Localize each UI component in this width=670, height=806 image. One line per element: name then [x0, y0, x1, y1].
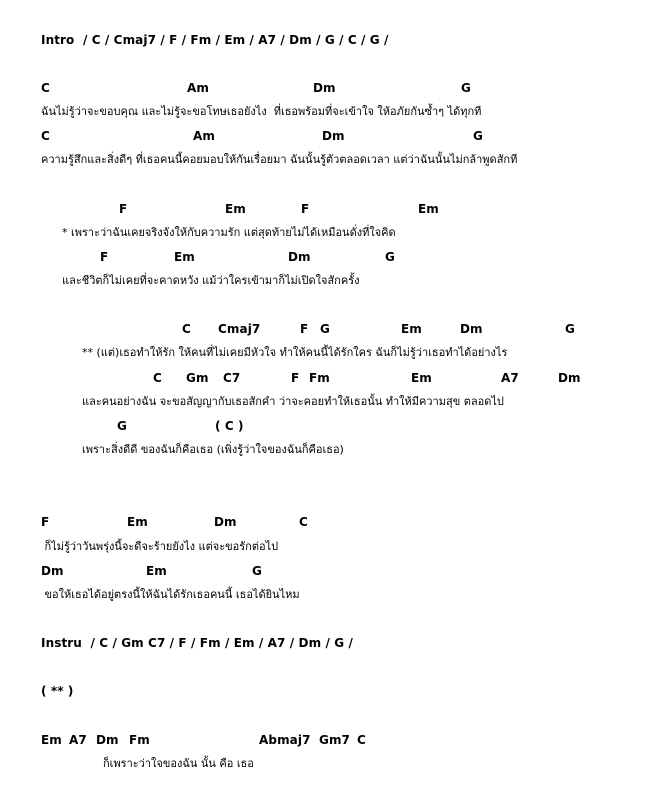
chord-em: Em: [401, 322, 422, 336]
chord-f: F: [301, 202, 310, 216]
chord-a7: A7: [69, 733, 87, 747]
lyric-line: ความรู้สึกและสิ่งดีๆ ที่เธอคนนี้คอยมอบให้กันเรื่อยมา ฉันนั้นรู้ตัวตลอดเวลา แต่ว่าฉันนั้นไม่กล้าพูดสักที: [41, 153, 518, 166]
intro-chord-line: Intro / C / Cmaj7 / F / Fm / Em / A7 / Dm / G / C / G /: [41, 33, 389, 47]
chord-g: G: [473, 129, 483, 143]
chord-dm: Dm: [41, 564, 64, 578]
chord-c: C: [41, 81, 50, 95]
instrumental-chord-line: Instru / C / Gm C7 / F / Fm / Em / A7 / Dm / G /: [41, 636, 353, 650]
lyric-line: ก็เพราะว่าใจของฉัน นั้น คือ เธอ: [103, 757, 254, 770]
chord-a7: A7: [501, 371, 519, 385]
chord-f: F: [119, 202, 128, 216]
chord-f: F: [300, 322, 309, 336]
chord-c-optional: ( C ): [215, 419, 244, 433]
chord-c: C: [357, 733, 366, 747]
lyric-line: เพราะสิ่งดีดี ของฉันก็คือเธอ (เพิ่งรู้ว่าใจของฉันก็คือเธอ): [82, 443, 344, 456]
chord-em: Em: [41, 733, 62, 747]
chord-g: G: [320, 322, 330, 336]
lyric-line: ** (แต่)เธอทำให้รัก ให้คนที่ไม่เคยมีหัวใจ ทำให้คนนี้ได้รักใคร ฉันก็ไม่รู้ว่าเธอทำได้อย่างไร: [82, 346, 508, 359]
chord-em: Em: [225, 202, 246, 216]
chord-g: G: [252, 564, 262, 578]
chord-gm7: Gm7: [319, 733, 351, 747]
chord-dm: Dm: [558, 371, 581, 385]
chord-em: Em: [174, 250, 195, 264]
chord-g: G: [565, 322, 575, 336]
chord-abmaj7: Abmaj7: [259, 733, 311, 747]
chord-g: G: [385, 250, 395, 264]
chord-cmaj7: Cmaj7: [218, 322, 261, 336]
lyric-line: และชีวิตก็ไม่เคยที่จะคาดหวัง แม้ว่าใครเข้ามาก็ไม่เปิดใจสักครั้ง: [62, 274, 360, 287]
chord-g: G: [117, 419, 127, 433]
chord-dm: Dm: [96, 733, 119, 747]
chord-am: Am: [187, 81, 209, 95]
chord-f: F: [100, 250, 109, 264]
lyric-line: * เพราะว่าฉันเคยจริงจังให้กับความรัก แต่สุดท้ายไม่ได้เหมือนดั่งที่ใจคิด: [62, 226, 396, 239]
chord-em: Em: [418, 202, 439, 216]
lyric-line: ขอให้เธอได้อยู่ตรงนี้ให้ฉันได้รักเธอคนนี้ เธอได้ยินไหม: [41, 588, 300, 601]
lyric-line: และคนอย่างฉัน จะขอสัญญากับเธอสักคำ ว่าจะคอยทำให้เธอนั้น ทำให้มีความสุข ตลอดไป: [82, 395, 504, 408]
chord-g: G: [461, 81, 471, 95]
chord-dm: Dm: [460, 322, 483, 336]
chord-em: Em: [127, 515, 148, 529]
chord-em: Em: [146, 564, 167, 578]
chord-am: Am: [193, 129, 215, 143]
chord-c: C: [182, 322, 191, 336]
chord-dm: Dm: [313, 81, 336, 95]
chord-f: F: [291, 371, 300, 385]
chord-fm: Fm: [309, 371, 330, 385]
chord-em: Em: [411, 371, 432, 385]
chord-c: C: [153, 371, 162, 385]
repeat-marker: ( ** ): [41, 684, 74, 698]
chord-c7: C7: [223, 371, 241, 385]
chord-c: C: [299, 515, 308, 529]
chord-gm: Gm: [186, 371, 209, 385]
lyric-line: ฉันไม่รู้ว่าจะขอบคุณ และไม่รู้จะขอโทษเธอยังไง ที่เธอพร้อมที่จะเข้าใจ ให้อภัยกันซ้ำๆ ได้ทุกที: [41, 105, 482, 118]
chord-c: C: [41, 129, 50, 143]
chord-dm: Dm: [288, 250, 311, 264]
chord-fm: Fm: [129, 733, 150, 747]
chord-f: F: [41, 515, 50, 529]
chord-dm: Dm: [322, 129, 345, 143]
lyric-line: ก็ไม่รู้ว่าวันพรุ่งนี้จะดีจะร้ายยังไง แต่จะขอรักต่อไป: [41, 540, 279, 553]
chord-dm: Dm: [214, 515, 237, 529]
